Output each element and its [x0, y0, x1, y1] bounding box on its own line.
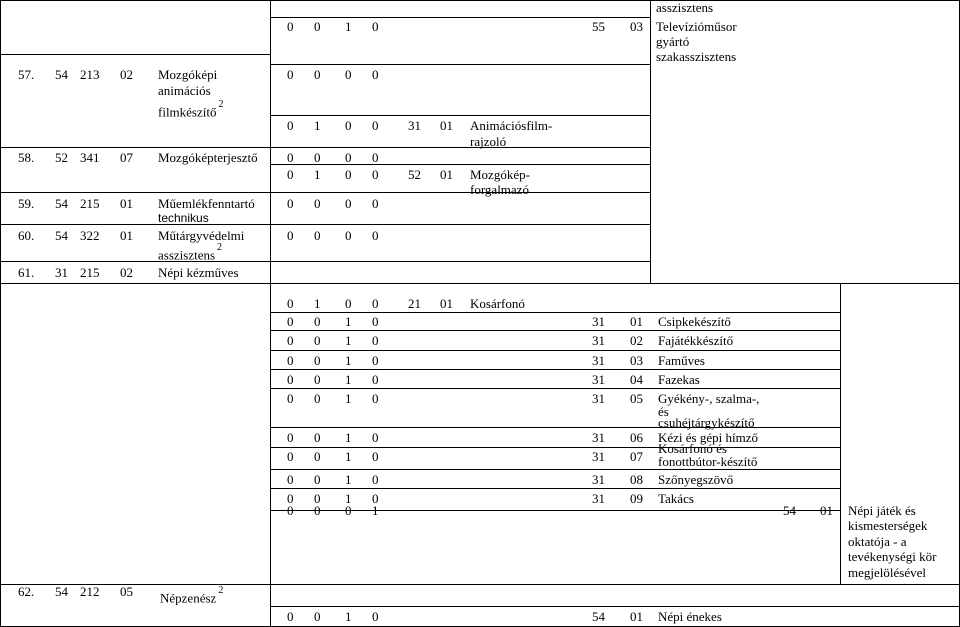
flag: 0 [345, 118, 352, 133]
sub-code-2: 03 [630, 353, 643, 368]
sub-code-1: 31 [592, 391, 605, 406]
sub-code-1: 21 [408, 296, 421, 311]
flag: 0 [287, 196, 294, 211]
flag: 0 [287, 296, 294, 311]
flag: 1 [314, 118, 321, 133]
footnote-mark: 2 [218, 99, 224, 110]
sub-name: Mozgókép- [470, 167, 530, 182]
sub-code-1: 31 [592, 372, 605, 387]
flag: 1 [345, 353, 352, 368]
row-code-1: 54 [55, 228, 68, 243]
tv-name-line3: szakasszisztens [656, 49, 737, 64]
flag: 0 [287, 333, 294, 348]
flag: 0 [287, 472, 294, 487]
flag: 0 [314, 491, 321, 506]
flag: 0 [372, 196, 379, 211]
flag: 0 [372, 372, 379, 387]
sub-code-1: 31 [592, 472, 605, 487]
tv-flag-3: 1 [345, 19, 352, 34]
sub-name: kismesterségek [848, 518, 928, 533]
tv-name-line1: Televízióműsor [656, 19, 737, 34]
flag: 0 [314, 353, 321, 368]
rule [270, 330, 840, 331]
rule [0, 192, 650, 193]
occupation-name-text: Népzenész [160, 590, 217, 606]
flag: 0 [314, 196, 321, 211]
flag: 0 [372, 296, 379, 311]
flag: 0 [287, 503, 294, 518]
occupation-name: Népi kézműves [158, 265, 239, 280]
sub-code-1: 54 [783, 503, 796, 518]
flag: 0 [314, 150, 321, 165]
flag: 1 [345, 333, 352, 348]
rule [0, 261, 650, 262]
flag: 0 [287, 353, 294, 368]
sub-name: Kosárfonó [470, 296, 525, 311]
footnote-mark: 2 [217, 242, 223, 253]
row-code-1: 54 [55, 67, 68, 82]
flag: 0 [372, 609, 379, 624]
tv-prev-name: asszisztens [656, 0, 714, 15]
flag: 1 [314, 296, 321, 311]
flag: 1 [345, 609, 352, 624]
occupation-name: Mozgóképi [158, 67, 218, 82]
row-code-3: 02 [120, 265, 133, 280]
rule [270, 369, 840, 370]
sub-code-1: 54 [592, 609, 605, 624]
sub-name: Fajátékkészítő [658, 333, 734, 348]
rule [650, 0, 651, 283]
sub-name: és [658, 404, 669, 419]
flag: 0 [314, 372, 321, 387]
row-number: 58. [18, 150, 35, 165]
row-code-3: 01 [120, 228, 133, 243]
flag: 0 [372, 228, 379, 243]
row-code-3: 01 [120, 196, 133, 211]
row-code-2: 212 [80, 584, 100, 599]
flag: 1 [345, 472, 352, 487]
sub-code-2: 06 [630, 430, 643, 445]
sub-name: Csipkekészítő [658, 314, 731, 329]
flag: 0 [287, 67, 294, 82]
flag: 0 [314, 228, 321, 243]
flag: 0 [314, 67, 321, 82]
flag: 1 [345, 430, 352, 445]
row-code-2: 341 [80, 150, 100, 165]
flag: 0 [287, 228, 294, 243]
sub-code-2: 02 [630, 333, 643, 348]
sub-name: Népi énekes [658, 609, 722, 624]
sub-name: Szőnyegszövő [658, 472, 734, 487]
flag: 0 [372, 167, 379, 182]
rule [270, 606, 960, 607]
sub-code-2: 08 [630, 472, 643, 487]
occupation-name [158, 244, 222, 262]
rule [0, 0, 960, 1]
flag: 0 [345, 167, 352, 182]
rule [270, 488, 840, 489]
flag: 0 [372, 472, 379, 487]
row-code-3: 05 [120, 584, 133, 599]
rule [270, 469, 840, 470]
rule [270, 164, 650, 165]
flag: 1 [345, 372, 352, 387]
sub-code-2: 01 [440, 118, 453, 133]
flag: 1 [345, 314, 352, 329]
flag: 0 [314, 314, 321, 329]
sub-name: Faműves [658, 353, 705, 368]
rule [270, 0, 271, 627]
rule [0, 283, 960, 284]
rule [0, 147, 650, 148]
sub-code-2: 05 [630, 391, 643, 406]
row-code-2: 213 [80, 67, 100, 82]
sub-name: oktatója - a [848, 534, 907, 549]
sub-code-2: 04 [630, 372, 643, 387]
rule [270, 388, 840, 389]
sub-name: Animációsfilm- [470, 118, 553, 133]
flag: 0 [372, 430, 379, 445]
flag: 0 [287, 118, 294, 133]
occupation-name: Műtárgyvédelmi [158, 228, 245, 243]
flag: 0 [372, 333, 379, 348]
sub-code-2: 01 [440, 296, 453, 311]
sub-name: Gyékény-, szalma-, [658, 391, 760, 406]
flag: 0 [287, 391, 294, 406]
rule [0, 224, 650, 225]
flag: 0 [314, 609, 321, 624]
flag: 0 [345, 196, 352, 211]
row-code-2: 215 [80, 196, 100, 211]
sub-code-2: 01 [630, 314, 643, 329]
flag: 0 [345, 150, 352, 165]
sub-code-2: 01 [630, 609, 643, 624]
flag: 0 [287, 609, 294, 624]
sub-code-1: 31 [592, 449, 605, 464]
flag: 0 [314, 449, 321, 464]
flag: 0 [314, 333, 321, 348]
flag: 0 [372, 491, 379, 506]
sub-name: Kézi és gépi hímző [658, 430, 758, 445]
rule [270, 17, 650, 18]
row-code-2: 322 [80, 228, 100, 243]
sub-name: tevékenységi kör [848, 549, 937, 564]
sub-code-2: 01 [820, 503, 833, 518]
flag: 0 [287, 430, 294, 445]
rule [270, 64, 650, 65]
sub-code-2: 01 [440, 167, 453, 182]
row-code-1: 31 [55, 265, 68, 280]
sub-name: megjelölésével [848, 565, 926, 580]
sub-code-1: 52 [408, 167, 421, 182]
flag: 0 [287, 150, 294, 165]
sub-name: Fazekas [658, 372, 700, 387]
occupation-name: Mozgóképterjesztő [158, 150, 258, 165]
flag: 0 [287, 449, 294, 464]
occupation-name [158, 101, 224, 119]
flag: 1 [345, 391, 352, 406]
row-code-3: 07 [120, 150, 133, 165]
sub-code-1: 31 [408, 118, 421, 133]
row-number: 62. [18, 584, 35, 599]
flag: 1 [345, 449, 352, 464]
rule [840, 283, 841, 584]
row-code-1: 54 [55, 196, 68, 211]
row-number: 59. [18, 196, 35, 211]
rule [0, 0, 1, 627]
tv-flag-2: 0 [314, 19, 321, 34]
flag: 0 [314, 391, 321, 406]
flag: 1 [345, 491, 352, 506]
flag: 0 [287, 491, 294, 506]
sub-name: forgalmazó [470, 182, 529, 197]
tv-name-line2: gyártó [656, 34, 690, 49]
flag: 0 [287, 372, 294, 387]
flag: 0 [287, 167, 294, 182]
sub-name: fonottbútor-készítő [658, 454, 758, 469]
sub-name: csuhéjtárgykészítő [658, 415, 755, 430]
row-number: 57. [18, 67, 35, 82]
row-code-2: 215 [80, 265, 100, 280]
sub-code-1: 31 [592, 491, 605, 506]
sub-name: Takács [658, 491, 694, 506]
occupation-name [160, 587, 223, 605]
sub-code-1: 31 [592, 353, 605, 368]
flag: 0 [314, 430, 321, 445]
rule [270, 312, 840, 313]
tv-flag-1: 0 [287, 19, 294, 34]
rule [270, 447, 840, 448]
flag: 0 [345, 503, 352, 518]
sub-code-1: 31 [592, 314, 605, 329]
flag: 0 [287, 314, 294, 329]
sub-name: Kosárfonó és [658, 441, 727, 456]
sub-name: Népi játék és [848, 503, 916, 518]
flag: 0 [372, 150, 379, 165]
flag: 0 [345, 228, 352, 243]
flag: 0 [372, 353, 379, 368]
rule [270, 115, 650, 116]
flag: 1 [314, 167, 321, 182]
flag: 0 [345, 67, 352, 82]
flag: 1 [372, 503, 379, 518]
footnote-mark: 2 [218, 585, 224, 596]
occupation-name: animációs [158, 83, 211, 98]
sub-code-1: 31 [592, 430, 605, 445]
sub-code-2: 07 [630, 449, 643, 464]
rule [270, 350, 840, 351]
row-code-3: 02 [120, 67, 133, 82]
tv-code-2: 03 [630, 19, 643, 34]
occupation-name: Műemlékfenntartó [158, 196, 255, 211]
tv-flag-4: 0 [372, 19, 379, 34]
row-number: 61. [18, 265, 35, 280]
flag: 0 [372, 391, 379, 406]
rule [0, 584, 960, 585]
sub-code-2: 09 [630, 491, 643, 506]
sub-code-1: 31 [592, 333, 605, 348]
flag: 0 [372, 118, 379, 133]
tv-code-1: 55 [592, 19, 605, 34]
sub-name: rajzoló [470, 134, 507, 149]
row-code-1: 52 [55, 150, 68, 165]
occupation-name-text: filmkészítő [158, 104, 217, 120]
row-code-1: 54 [55, 584, 68, 599]
flag: 0 [372, 67, 379, 82]
flag: 0 [345, 296, 352, 311]
occupation-name: technikus [158, 211, 209, 225]
flag: 0 [372, 449, 379, 464]
flag: 0 [314, 503, 321, 518]
flag: 0 [372, 314, 379, 329]
flag: 0 [314, 472, 321, 487]
rule [0, 54, 270, 55]
rule [270, 510, 840, 511]
occupation-name-text: asszisztens [158, 247, 216, 263]
row-number: 60. [18, 228, 35, 243]
